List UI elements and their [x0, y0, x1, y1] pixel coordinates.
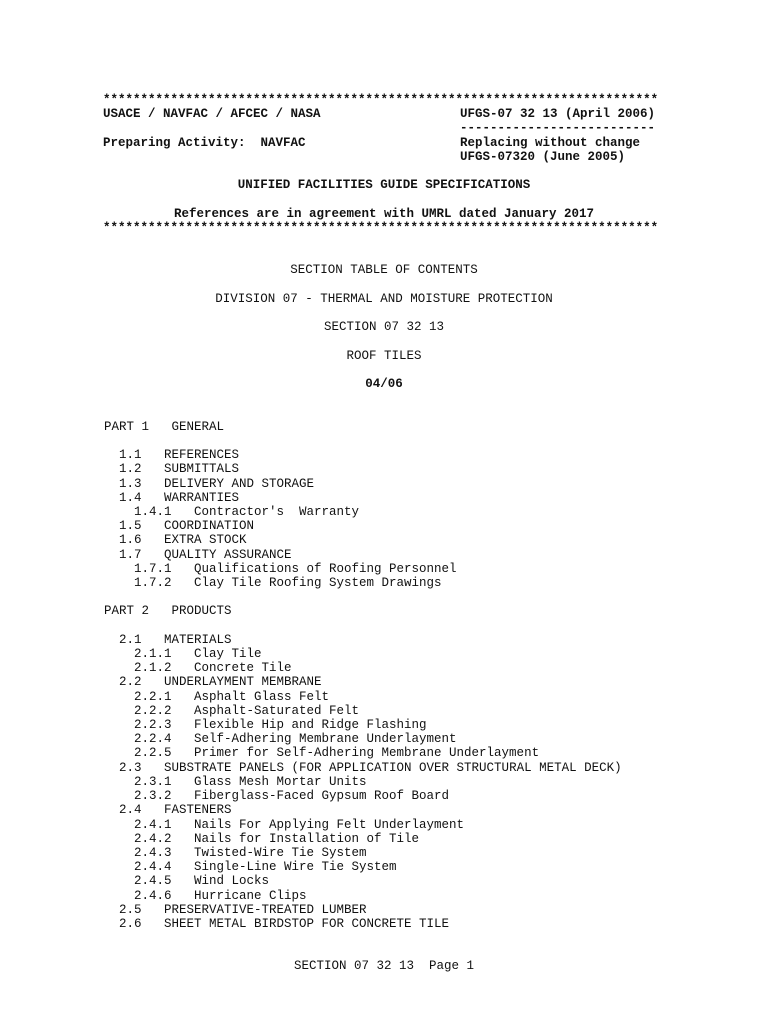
- toc-subentry: 2.2.5 Primer for Self-Adhering Membrane Underlayment: [134, 746, 540, 760]
- toc-subentry: 2.2.1 Asphalt Glass Felt: [134, 690, 330, 704]
- section-heading: SECTION 07 32 13: [323, 320, 445, 334]
- toc-entry: 1.7 QUALITY ASSURANCE: [119, 548, 292, 562]
- preparing-activity: Preparing Activity: NAVFAC: [103, 136, 306, 150]
- toc-subentry: 2.4.1 Nails For Applying Felt Underlayment: [134, 818, 465, 832]
- toc-subentry: 1.7.1 Qualifications of Roofing Personnel: [134, 562, 457, 576]
- toc-subentry: 2.4.4 Single-Line Wire Tie System: [134, 860, 397, 874]
- toc-subentry: 2.2.2 Asphalt-Saturated Felt: [134, 704, 360, 718]
- toc-subentry: 1.7.2 Clay Tile Roofing System Drawings: [134, 576, 442, 590]
- toc-subentry: 2.4.2 Nails for Installation of Tile: [134, 832, 420, 846]
- dash-rule: --------------------------: [460, 121, 656, 135]
- toc-entry: 1.5 COORDINATION: [119, 519, 255, 533]
- toc-entry: 2.4 FASTENERS: [119, 803, 232, 817]
- ufgs-number: UFGS-07 32 13 (April 2006): [460, 107, 656, 121]
- toc-entry: 1.3 DELIVERY AND STORAGE: [119, 477, 315, 491]
- toc-entry: 2.3 SUBSTRATE PANELS (FOR APPLICATION OVER STRUCTURAL METAL DECK): [119, 761, 622, 775]
- toc-entry: 1.6 EXTRA STOCK: [119, 533, 247, 547]
- asterisk-rule-bottom: **************************************************************************: [103, 221, 659, 235]
- toc-entry: 2.6 SHEET METAL BIRDSTOP FOR CONCRETE TILE: [119, 917, 450, 931]
- section-date: 04/06: [365, 377, 403, 391]
- toc-entry: 2.1 MATERIALS: [119, 633, 232, 647]
- references-note: References are in agreement with UMRL dated January 2017: [173, 207, 595, 221]
- toc-subentry: 2.2.3 Flexible Hip and Ridge Flashing: [134, 718, 427, 732]
- toc-heading: SECTION TABLE OF CONTENTS: [290, 263, 478, 277]
- toc-entry: 2.2 UNDERLAYMENT MEMBRANE: [119, 675, 322, 689]
- toc-subentry: 2.1.1 Clay Tile: [134, 647, 262, 661]
- toc-subentry: 2.3.2 Fiberglass-Faced Gypsum Roof Board: [134, 789, 450, 803]
- toc-subentry: 2.4.5 Wind Locks: [134, 874, 270, 888]
- agency-line: USACE / NAVFAC / AFCEC / NASA: [103, 107, 321, 121]
- asterisk-rule-top: **************************************************************************: [103, 93, 659, 107]
- toc-subentry: 2.4.3 Twisted-Wire Tie System: [134, 846, 367, 860]
- toc-subentry: 2.2.4 Self-Adhering Membrane Underlayment: [134, 732, 457, 746]
- toc-entry: 1.1 REFERENCES: [119, 448, 240, 462]
- section-name: ROOF TILES: [346, 349, 422, 363]
- toc-entry: 1.2 SUBMITTALS: [119, 462, 240, 476]
- part-heading: PART 2 PRODUCTS: [104, 604, 232, 618]
- unified-title: UNIFIED FACILITIES GUIDE SPECIFICATIONS: [237, 178, 531, 192]
- toc-subentry: 1.4.1 Contractor's Warranty: [134, 505, 360, 519]
- replacing-note: Replacing without change: [460, 136, 641, 150]
- page-footer: SECTION 07 32 13 Page 1: [293, 959, 475, 973]
- toc-subentry: 2.1.2 Concrete Tile: [134, 661, 292, 675]
- toc-subentry: 2.3.1 Glass Mesh Mortar Units: [134, 775, 367, 789]
- division-heading: DIVISION 07 - THERMAL AND MOISTURE PROTECTION: [215, 292, 553, 306]
- part-heading: PART 1 GENERAL: [104, 420, 225, 434]
- toc-entry: 2.5 PRESERVATIVE-TREATED LUMBER: [119, 903, 367, 917]
- replaced-ufgs: UFGS-07320 (June 2005): [460, 150, 626, 164]
- toc-entry: 1.4 WARRANTIES: [119, 491, 240, 505]
- toc-subentry: 2.4.6 Hurricane Clips: [134, 889, 307, 903]
